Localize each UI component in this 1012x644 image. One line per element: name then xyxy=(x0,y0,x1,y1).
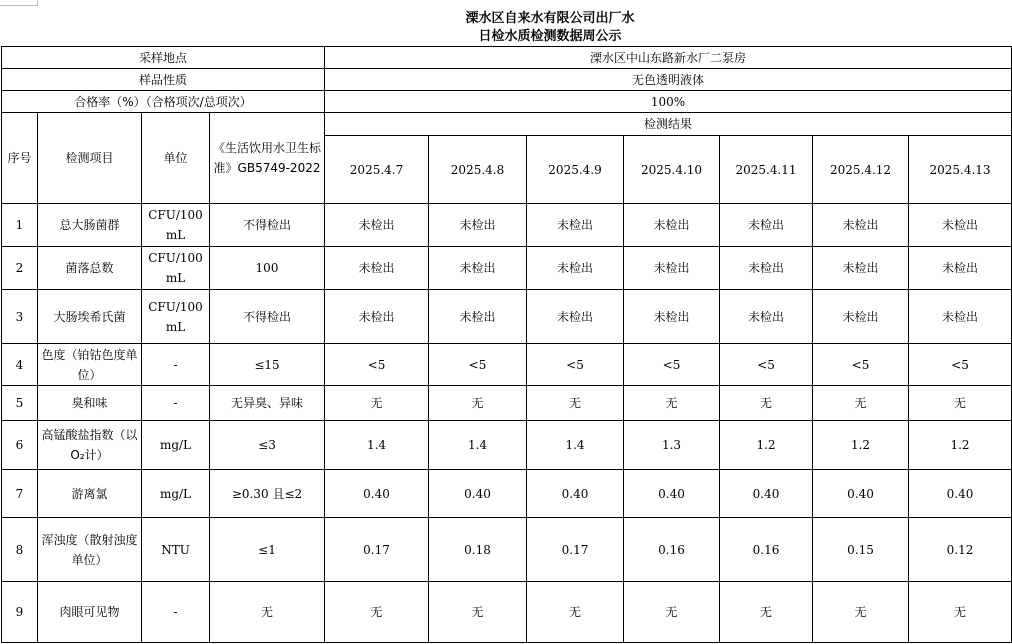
row-unit: CFU/100 mL xyxy=(142,290,210,344)
row-item: 总大肠菌群 xyxy=(38,204,142,247)
date-header-2: 2025.4.8 xyxy=(429,136,527,204)
result-cell: <5 xyxy=(813,344,909,386)
result-cell: 0.40 xyxy=(325,470,429,518)
result-cell: 无 xyxy=(720,386,813,421)
row-standard: 无异臭、异味 xyxy=(210,386,325,421)
date-header-3: 2025.4.9 xyxy=(527,136,624,204)
result-cell: 无 xyxy=(527,386,624,421)
result-cell: 0.15 xyxy=(813,518,909,582)
result-cell: 0.40 xyxy=(813,470,909,518)
unit-header: 单位 xyxy=(142,113,210,204)
row-unit: - xyxy=(142,344,210,386)
sample-nature-label: 样品性质 xyxy=(2,69,325,91)
row-number: 4 xyxy=(2,344,38,386)
row-standard: 无 xyxy=(210,582,325,643)
table-row xyxy=(2,386,1012,421)
date-header-1: 2025.4.7 xyxy=(325,136,429,204)
row-standard: ≤1 xyxy=(210,518,325,582)
row-number: 8 xyxy=(2,518,38,582)
result-cell: <5 xyxy=(429,344,527,386)
result-cell: 未检出 xyxy=(527,204,624,247)
result-cell: 未检出 xyxy=(720,247,813,290)
result-cell: <5 xyxy=(325,344,429,386)
sampling-site-value: 溧水区中山东路新水厂二泵房 xyxy=(325,47,1012,69)
result-cell: 未检出 xyxy=(624,204,720,247)
result-cell: 1.3 xyxy=(624,421,720,470)
result-cell: 未检出 xyxy=(909,204,1012,247)
result-cell: 0.40 xyxy=(909,470,1012,518)
corner-mark xyxy=(0,0,38,6)
row-unit: mg/L xyxy=(142,421,210,470)
header-row-top xyxy=(2,113,1012,136)
result-cell: 0.40 xyxy=(720,470,813,518)
date-header-5: 2025.4.11 xyxy=(720,136,813,204)
result-cell: 未检出 xyxy=(325,204,429,247)
table-row xyxy=(2,290,1012,344)
sample-nature-value: 无色透明液体 xyxy=(325,69,1012,91)
row-number: 7 xyxy=(2,470,38,518)
result-cell: 0.16 xyxy=(720,518,813,582)
result-cell: 未检出 xyxy=(527,290,624,344)
sampling-site-label: 采样地点 xyxy=(2,47,325,69)
row-item: 菌落总数 xyxy=(38,247,142,290)
result-cell: 1.4 xyxy=(325,421,429,470)
result-cell: 无 xyxy=(813,582,909,643)
row-unit: - xyxy=(142,582,210,643)
result-cell: <5 xyxy=(909,344,1012,386)
date-header-6: 2025.4.12 xyxy=(813,136,909,204)
page-subtitle: 日检水质检测数据周公示 xyxy=(478,29,622,44)
row-item: 浑浊度（散射浊度单位） xyxy=(38,518,142,582)
table-row xyxy=(2,204,1012,247)
date-header-4: 2025.4.10 xyxy=(624,136,720,204)
row-number: 1 xyxy=(2,204,38,247)
row-standard: ≥0.30 且≤2 xyxy=(210,470,325,518)
row-number: 2 xyxy=(2,247,38,290)
result-cell: 未检出 xyxy=(325,290,429,344)
standard-header: 《生活饮用水卫生标准》GB5749-2022 xyxy=(210,113,325,204)
row-number: 3 xyxy=(2,290,38,344)
result-cell: <5 xyxy=(720,344,813,386)
result-cell: <5 xyxy=(624,344,720,386)
table-row xyxy=(2,518,1012,582)
row-unit: CFU/100 mL xyxy=(142,204,210,247)
result-cell: 未检出 xyxy=(429,290,527,344)
result-cell: 未检出 xyxy=(813,204,909,247)
result-cell: 无 xyxy=(527,582,624,643)
result-cell: 0.12 xyxy=(909,518,1012,582)
result-cell: 未检出 xyxy=(325,247,429,290)
date-header-7: 2025.4.13 xyxy=(909,136,1012,204)
result-cell: 1.2 xyxy=(813,421,909,470)
sample-nature-row xyxy=(2,69,1012,91)
result-cell: 0.40 xyxy=(624,470,720,518)
row-number: 6 xyxy=(2,421,38,470)
row-unit: - xyxy=(142,386,210,421)
result-cell: 无 xyxy=(429,386,527,421)
result-cell: 无 xyxy=(624,386,720,421)
result-cell: 未检出 xyxy=(527,247,624,290)
result-cell: 无 xyxy=(325,386,429,421)
row-standard: 不得检出 xyxy=(210,290,325,344)
row-item: 臭和味 xyxy=(38,386,142,421)
result-cell: 0.16 xyxy=(624,518,720,582)
result-cell: 0.17 xyxy=(325,518,429,582)
item-header: 检测项目 xyxy=(38,113,142,204)
result-cell: 未检出 xyxy=(909,290,1012,344)
row-standard: ≤15 xyxy=(210,344,325,386)
result-cell: 无 xyxy=(720,582,813,643)
pass-rate-label: 合格率（%）（合格项次/总项次） xyxy=(2,91,325,113)
row-number: 9 xyxy=(2,582,38,643)
row-item: 色度（铂钴色度单位） xyxy=(38,344,142,386)
seq-header: 序号 xyxy=(2,113,38,204)
result-cell: <5 xyxy=(527,344,624,386)
page-title: 溧水区自来水有限公司出厂水 xyxy=(465,11,635,26)
result-cell: 未检出 xyxy=(429,204,527,247)
results-header: 检测结果 xyxy=(325,113,1012,136)
table-row xyxy=(2,247,1012,290)
result-cell: 未检出 xyxy=(720,204,813,247)
row-item: 游离氯 xyxy=(38,470,142,518)
result-cell: 无 xyxy=(813,386,909,421)
sampling-site-row xyxy=(2,47,1012,69)
result-cell: 0.40 xyxy=(527,470,624,518)
row-number: 5 xyxy=(2,386,38,421)
result-cell: 未检出 xyxy=(813,290,909,344)
row-unit: mg/L xyxy=(142,470,210,518)
result-cell: 0.18 xyxy=(429,518,527,582)
table-row xyxy=(2,344,1012,386)
row-standard: 100 xyxy=(210,247,325,290)
row-item: 大肠埃希氏菌 xyxy=(38,290,142,344)
result-cell: 1.4 xyxy=(429,421,527,470)
row-unit: CFU/100 mL xyxy=(142,247,210,290)
row-item: 高锰酸盐指数（以 O₂计） xyxy=(38,421,142,470)
pass-rate-row xyxy=(2,91,1012,113)
result-cell: 1.2 xyxy=(720,421,813,470)
result-cell: 未检出 xyxy=(720,290,813,344)
row-unit: NTU xyxy=(142,518,210,582)
row-standard: ≤3 xyxy=(210,421,325,470)
table-row xyxy=(2,470,1012,518)
table-row xyxy=(2,582,1012,643)
result-cell: 无 xyxy=(909,582,1012,643)
result-cell: 无 xyxy=(429,582,527,643)
result-cell: 无 xyxy=(909,386,1012,421)
table-row xyxy=(2,421,1012,470)
result-cell: 无 xyxy=(325,582,429,643)
result-cell: 1.4 xyxy=(527,421,624,470)
result-cell: 未检出 xyxy=(429,247,527,290)
result-cell: 0.17 xyxy=(527,518,624,582)
water-quality-table xyxy=(1,46,1012,643)
result-cell: 未检出 xyxy=(813,247,909,290)
result-cell: 未检出 xyxy=(624,290,720,344)
result-cell: 无 xyxy=(624,582,720,643)
result-cell: 0.40 xyxy=(429,470,527,518)
result-cell: 未检出 xyxy=(909,247,1012,290)
result-cell: 1.2 xyxy=(909,421,1012,470)
row-standard: 不得检出 xyxy=(210,204,325,247)
row-item: 肉眼可见物 xyxy=(38,582,142,643)
pass-rate-value: 100% xyxy=(325,91,1012,113)
result-cell: 未检出 xyxy=(624,247,720,290)
